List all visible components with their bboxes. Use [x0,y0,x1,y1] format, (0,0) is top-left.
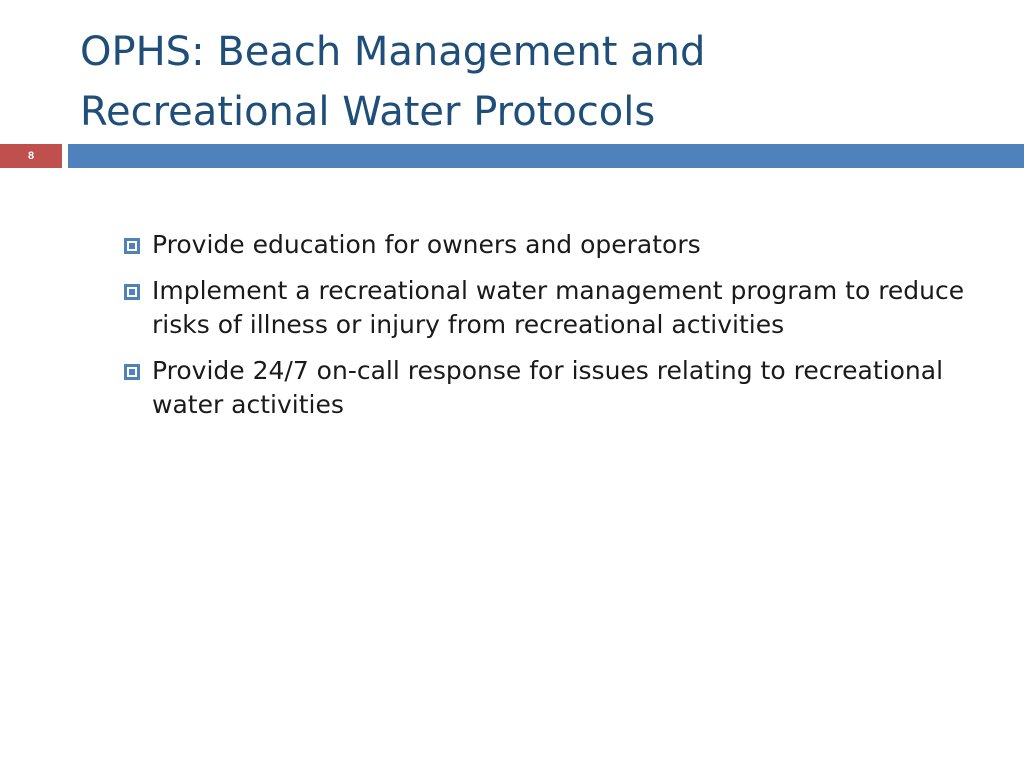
slide-title-line-1: OPHS: Beach Management and [80,29,706,75]
bullet-list [120,228,970,434]
square-bullet-icon [124,238,140,254]
page-number: 8 [27,150,35,162]
bullet-text: Provide education for owners and operators [152,230,701,259]
bullet-item [120,274,970,342]
square-bullet-icon [124,284,140,300]
slide-title [80,22,980,142]
header-accent-bar [68,144,1024,168]
bullet-item [120,354,970,422]
bullet-text: Provide 24/7 on-call response for issues relating to recreational water activities [152,356,944,419]
bullet-text: Implement a recreational water management program to reduce risks of illness or injury from recreational activities [152,276,965,339]
bullet-item [120,228,970,262]
slide-title-line-2: Recreational Water Protocols [80,89,656,135]
page-number-badge [0,144,62,168]
square-bullet-icon [124,364,140,380]
